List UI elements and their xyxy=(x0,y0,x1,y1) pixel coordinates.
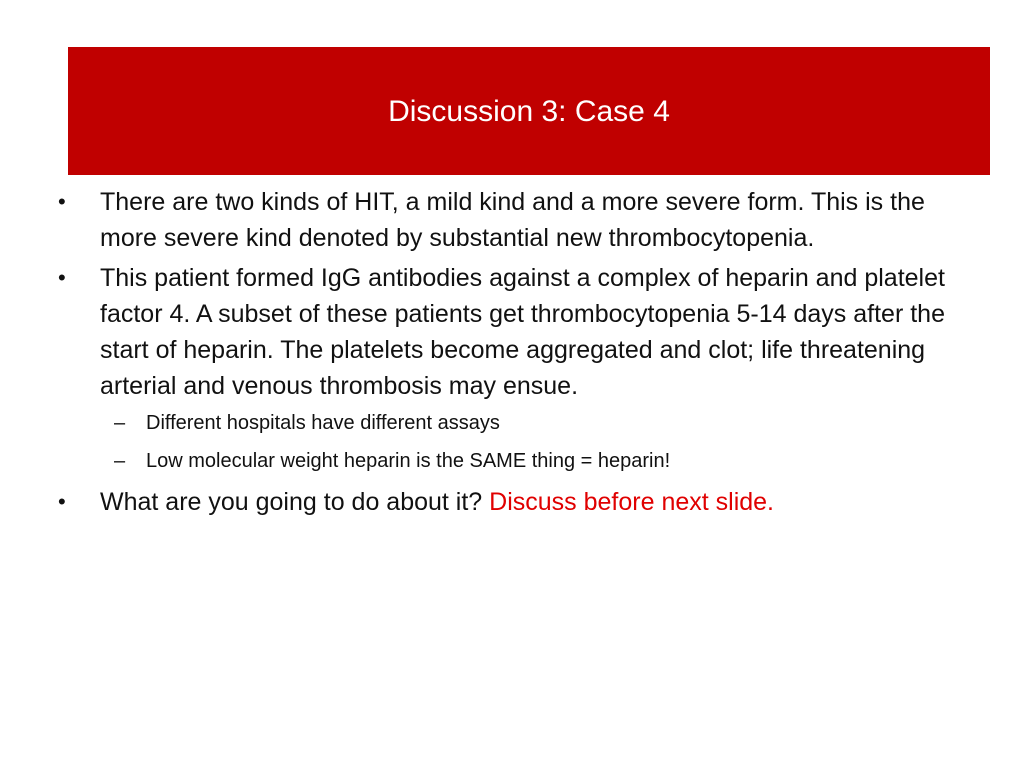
sub-bullet-item-assays xyxy=(114,408,976,438)
sub-bullet-text: Low molecular weight heparin is the SAME thing = heparin! xyxy=(146,450,671,472)
bullet-text-container xyxy=(100,484,976,520)
bullet-item-hit-kinds xyxy=(58,184,976,256)
bullet-icon: • xyxy=(58,489,66,514)
slide-title: Discussion 3: Case 4 xyxy=(388,94,670,128)
bullet-item-igg-antibodies xyxy=(58,260,976,404)
title-band xyxy=(68,47,990,175)
bullet-icon: • xyxy=(58,265,66,290)
bullet-icon: • xyxy=(58,189,66,214)
bullet-text: This patient formed IgG antibodies against a complex of heparin and platelet factor 4. A subset of these patients get thrombocytopenia 5-14 days after the start of heparin. The platelets become aggregated and clot; life threatening arterial and venous thrombosis may ensue. xyxy=(100,264,945,400)
sub-bullet-text: Different hospitals have different assays xyxy=(146,412,500,434)
bullet-text: There are two kinds of HIT, a mild kind and a more severe form. This is the more severe kind denoted by substantial new thrombocytopenia. xyxy=(100,188,925,252)
question-text: What are you going to do about it? xyxy=(100,488,490,516)
slide-content xyxy=(58,184,976,524)
discuss-prompt: Discuss before next slide. xyxy=(489,488,775,516)
bullet-item-question xyxy=(58,484,976,520)
dash-icon: – xyxy=(114,412,126,434)
sub-bullet-item-lmwh xyxy=(114,446,976,476)
dash-icon: – xyxy=(114,450,126,472)
